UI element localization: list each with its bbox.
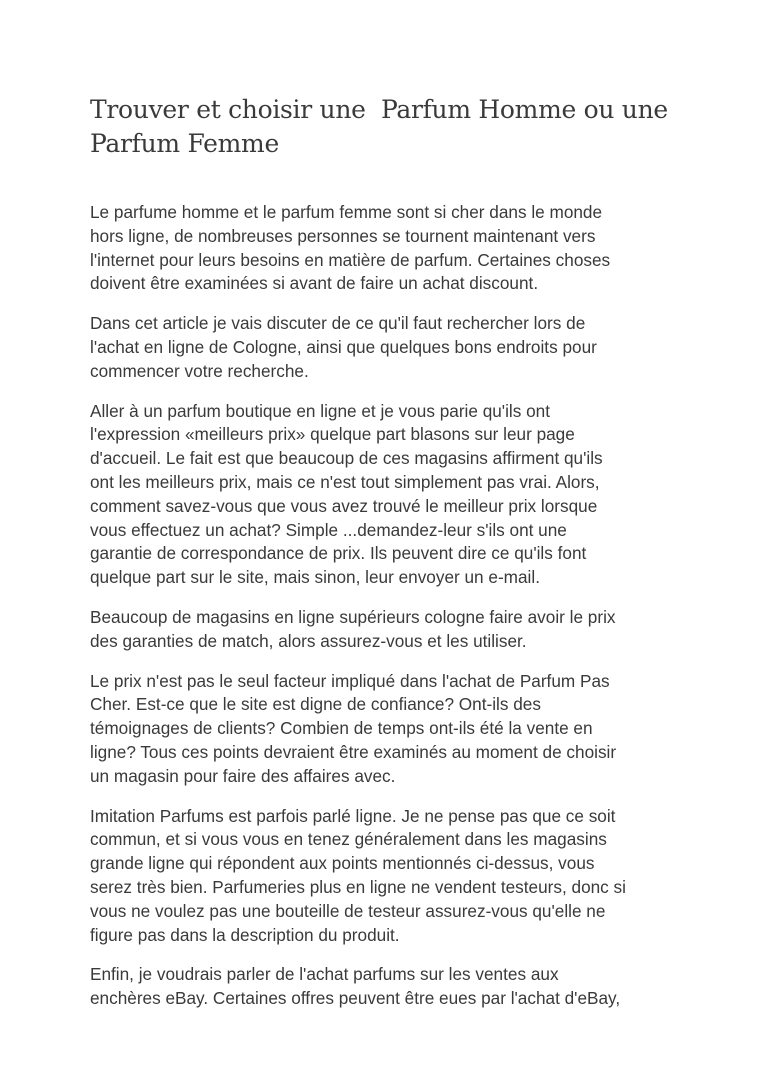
paragraph-5: Le prix n'est pas le seul facteur impliqué dans l'achat de Parfum Pas Cher. Est-ce que le site est digne de confiance? Ont-ils des témoignages de clients? Combien de temps ont-ils été la vente en ligne? Tous ces points devraient être examinés au moment de choisir un magasin pour faire des affaires avec. bbox=[90, 670, 617, 786]
paragraph-4: Beaucoup de magasins en ligne supérieurs cologne faire avoir le prix des garanties de match, alors assurez-vous et les utiliser. bbox=[90, 606, 616, 651]
paragraph-2: Dans cet article je vais discuter de ce qu'il faut rechercher lors de l'achat en ligne de Cologne, ainsi que quelques bons endroits pour commencer votre recherche. bbox=[90, 313, 597, 381]
paragraph-3: Aller à un parfum boutique en ligne et je vous parie qu'ils ont l'expression «meilleurs prix» quelque part blasons sur leur page d'accueil. Le fait est que beaucoup de ces magasins affirment qu'ils ont les meilleurs prix, mais ce n'est tout simplement pas vrai. Alors, comment savez-vous que vous avez trouvé le meilleur prix lorsque vous effectuez un achat? Simple ...demandez-leur s'ils ont une garantie de correspondance de prix. Ils peuvent dire ce qu'ils font quelque part sur le site, mais sinon, leur envoyer un e-mail. bbox=[90, 400, 603, 588]
document-content bbox=[90, 93, 690, 1027]
paragraph-1: Le parfume homme et le parfum femme sont si cher dans le monde hors ligne, de nombreuses personnes se tournent maintenant vers l'internet pour leurs besoins en matière de parfum. Certaines choses doivent être examinées si avant de faire un achat discount. bbox=[90, 202, 611, 294]
document-title: Trouver et choisir une Parfum Homme ou une Parfum Femme bbox=[90, 95, 668, 158]
document-body bbox=[90, 201, 690, 1011]
paragraph-6: Imitation Parfums est parfois parlé ligne. Je ne pense pas que ce soit commun, et si vous vous en tenez généralement dans les magasins grande ligne qui répondent aux points mentionnés ci-dessus, vous serez très bien. Parfumeries plus en ligne ne vendent testeurs, donc si vous ne voulez pas une bouteille de testeur assurez-vous qu'elle ne figure pas dans la description du produit. bbox=[90, 805, 626, 945]
paragraph-7: Enfin, je voudrais parler de l'achat parfums sur les ventes aux enchères eBay. Certaines offres peuvent être eues par l'achat d'eBay, bbox=[90, 964, 621, 1009]
